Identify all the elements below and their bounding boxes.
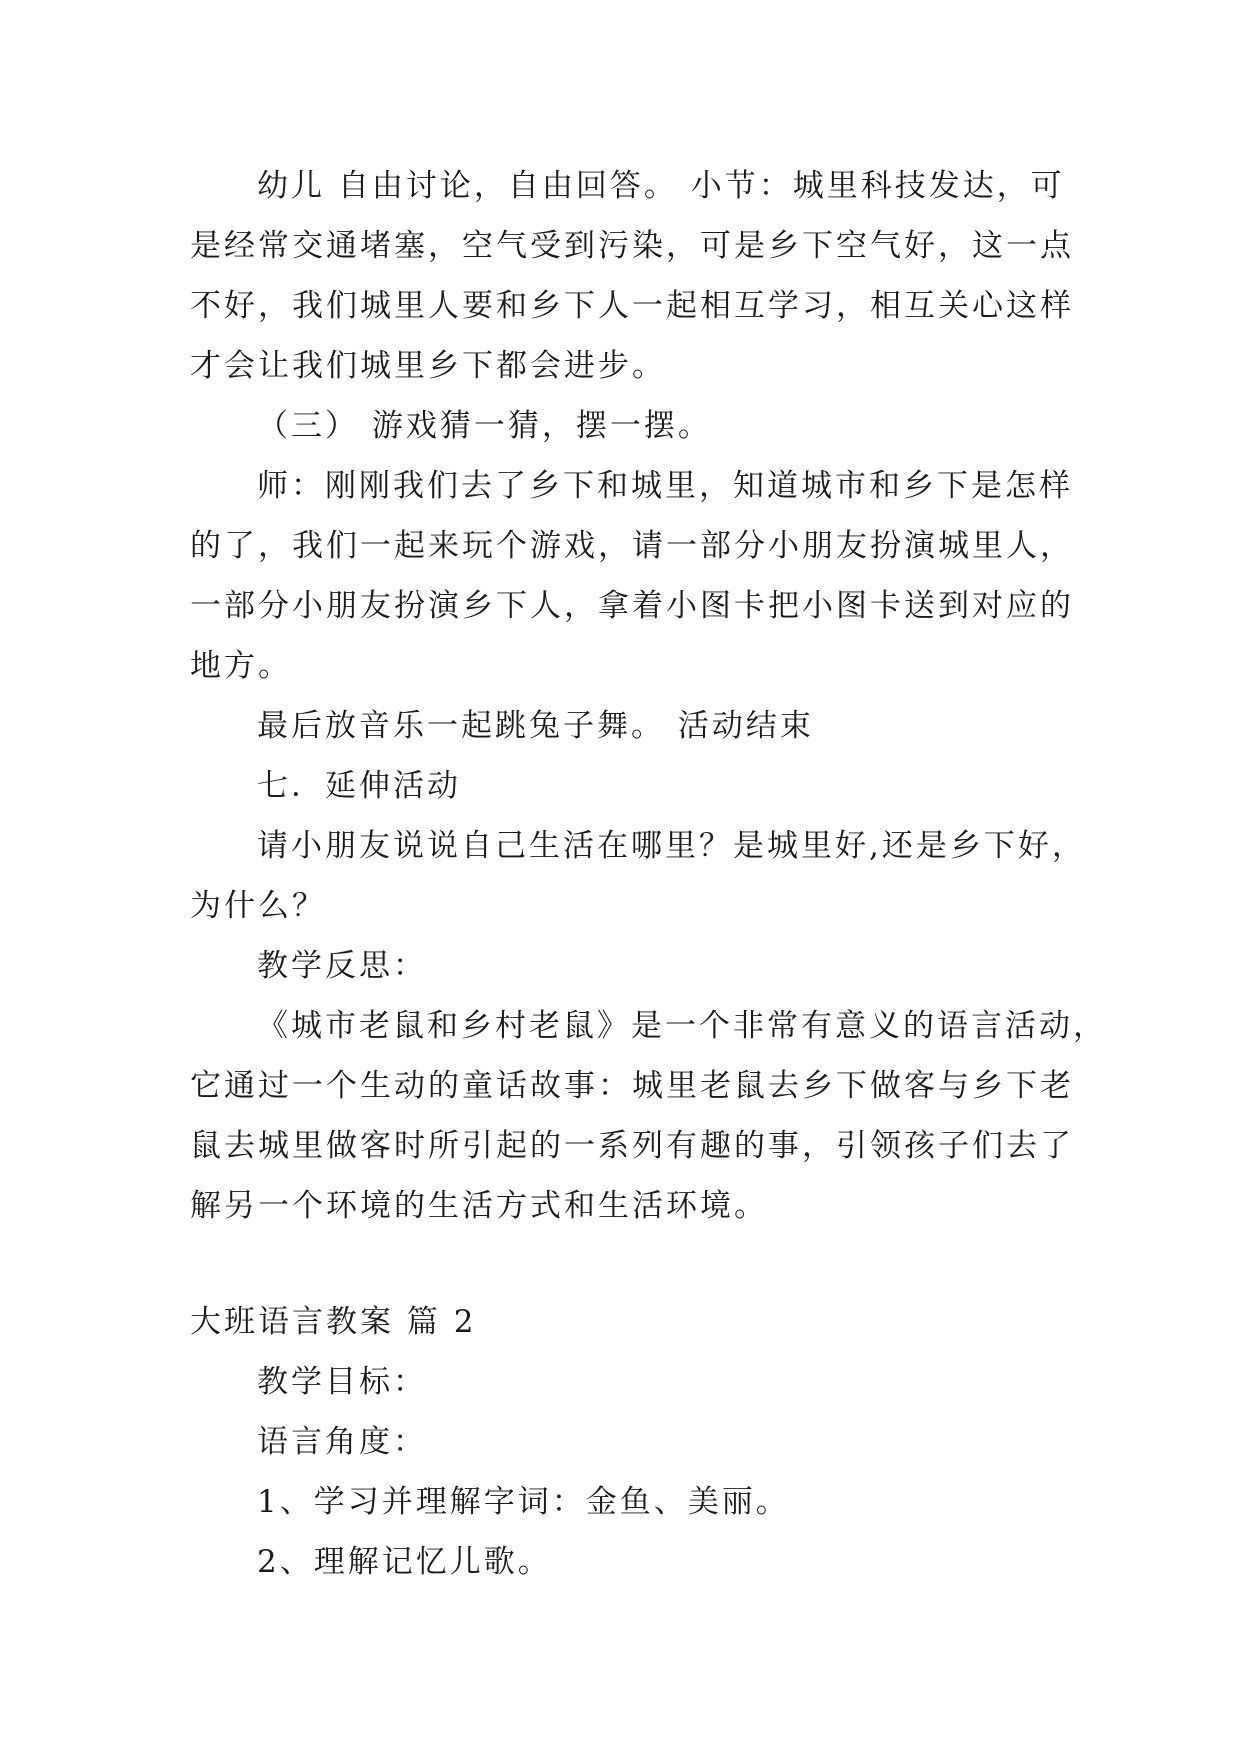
paragraph-line: 请小朋友说说自己生活在哪里？是城里好,还是乡下好， xyxy=(257,828,1086,864)
section-heading: （三） 游戏猜一猜，摆一摆。 xyxy=(257,408,712,444)
section-heading: 七．延伸活动 xyxy=(257,768,461,804)
section-heading: 教学反思： xyxy=(257,948,427,984)
paragraph-line: 鼠去城里做客时所引起的一系列有趣的事，引领孩子们去了 xyxy=(190,1128,1074,1164)
paragraph-line: 是经常交通堵塞，空气受到污染，可是乡下空气好，这一点 xyxy=(190,228,1074,264)
article-title: 大班语言教案 篇 2 xyxy=(190,1304,477,1340)
paragraph-line: 的了，我们一起来玩个游戏，请一部分小朋友扮演城里人， xyxy=(190,528,1074,564)
paragraph-line: 它通过一个生动的童话故事：城里老鼠去乡下做客与乡下老 xyxy=(190,1068,1074,1104)
list-item: 2、理解记忆儿歌。 xyxy=(257,1544,552,1580)
paragraph-line: 为什么？ xyxy=(190,888,326,924)
paragraph-line: 不好，我们城里人要和乡下人一起相互学习，相互关心这样 xyxy=(190,288,1074,324)
paragraph-line: 《城市老鼠和乡村老鼠》是一个非常有意义的语言活动， xyxy=(257,1008,1107,1044)
section-heading: 教学目标： xyxy=(257,1364,427,1400)
paragraph-line: 才会让我们城里乡下都会进步。 xyxy=(190,348,666,384)
paragraph-line: 解另一个环境的生活方式和生活环境。 xyxy=(190,1188,768,1224)
paragraph-line: 幼儿 自由讨论，自由回答。 小节：城里科技发达，可 xyxy=(257,168,1065,204)
paragraph-line: 师：刚刚我们去了乡下和城里，知道城市和乡下是怎样 xyxy=(257,468,1073,504)
section-heading: 语言角度： xyxy=(257,1424,427,1460)
paragraph-line: 最后放音乐一起跳兔子舞。 活动结束 xyxy=(257,708,814,744)
list-item: 1、学习并理解字词：金鱼、美丽。 xyxy=(257,1484,790,1520)
paragraph-line: 一部分小朋友扮演乡下人，拿着小图卡把小图卡送到对应的 xyxy=(190,588,1074,624)
paragraph-line: 地方。 xyxy=(190,648,292,684)
